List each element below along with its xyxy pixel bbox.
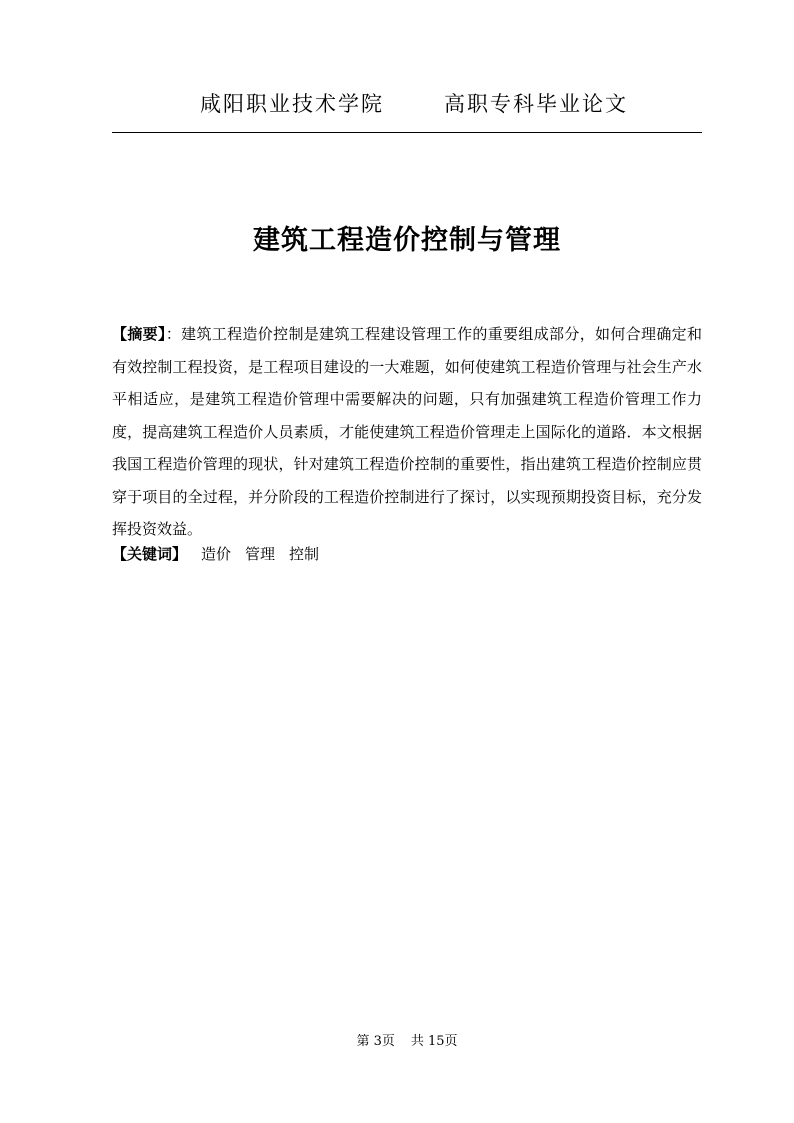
page-footer (112, 1030, 702, 1049)
keyword-item: 管理 (245, 545, 276, 563)
abstract-label: 【摘要】 (112, 325, 166, 343)
document-type: 高职专科毕业论文 (444, 92, 628, 116)
keyword-item: 造价 (201, 545, 232, 563)
abstract-text: ：建筑工程造价控制是建筑工程建设管理工作的重要组成部分，如何合理确定和有效控制工程投资，是工程项目建设的一大难题，如何使建筑工程造价管理与社会生产水平相适应，是建筑工程造价管理中需要解决的问题，只有加强建筑工程造价管理工作力度，提高建筑工程造价人员素质，才能使建筑工程造价管理走上国际化的道路．本文根据我国工程造价管理的现状，针对建筑工程造价控制的重要性，指出建筑工程造价控制应贯穿于项目的全过程，并分阶段的工程造价控制进行了探讨，以实现预期投资目标，充分发挥投资效益。 (112, 325, 702, 538)
abstract-paragraph (112, 318, 702, 546)
keywords-label: 【关键词】 (112, 545, 188, 563)
keywords-line (112, 538, 702, 570)
keyword-item: 控制 (289, 545, 320, 563)
school-name: 咸阳职业技术学院 (200, 92, 384, 116)
page-number: 第 3页 (356, 1034, 395, 1049)
page-header (112, 84, 702, 133)
paper-title: 建筑工程造价控制与管理 (253, 225, 561, 256)
total-pages: 共 15页 (410, 1034, 458, 1049)
